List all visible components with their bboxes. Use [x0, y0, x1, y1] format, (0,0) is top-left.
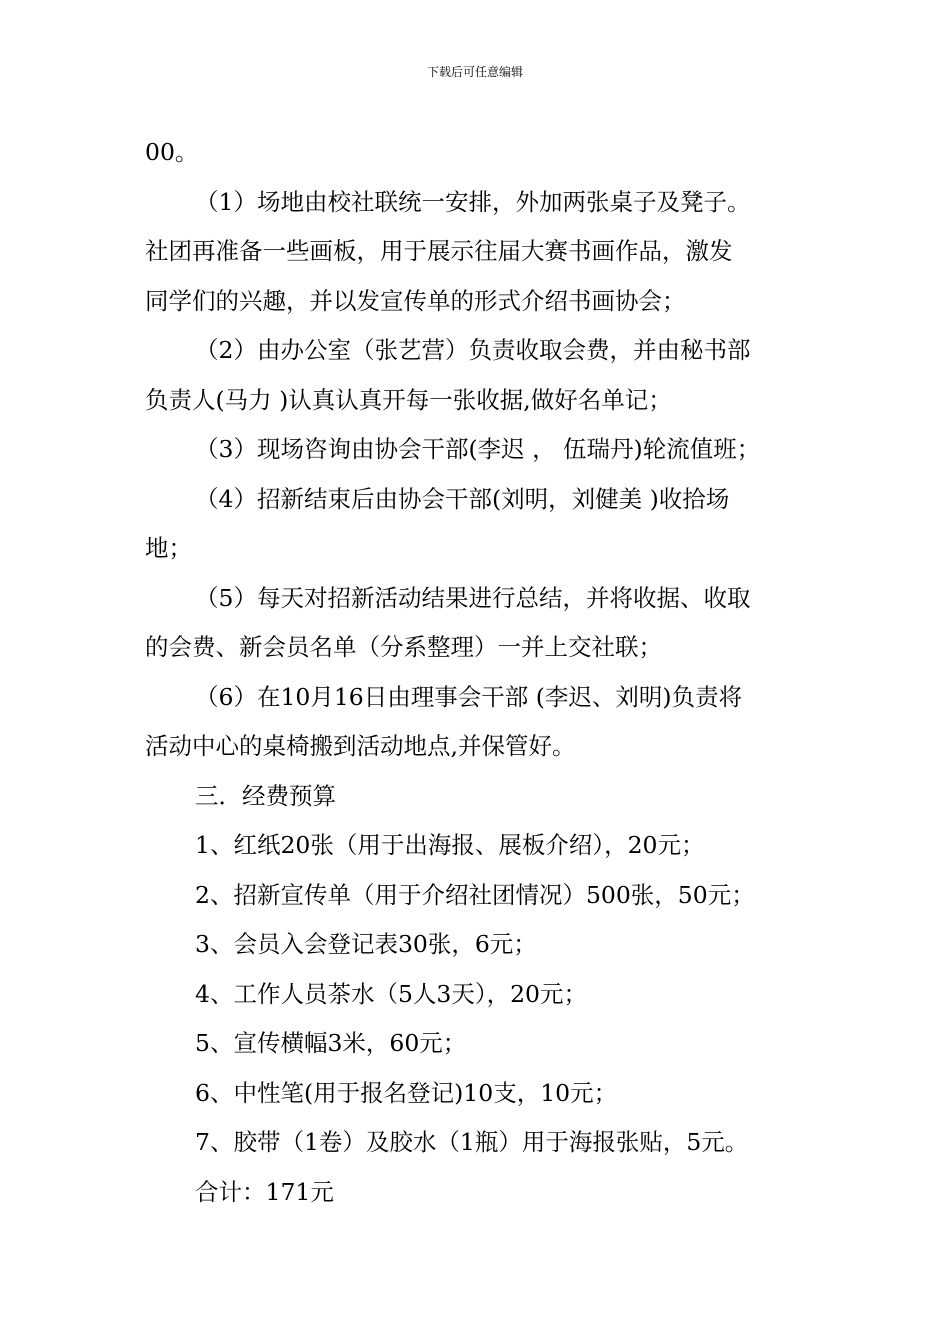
budget-item: 3、会员入会登记表30张，6元；	[195, 930, 537, 958]
text-line: 社团再准备一些画板，用于展示往届大赛书画作品，激发	[145, 237, 733, 265]
section-heading: 三．经费预算	[195, 781, 336, 810]
text-line: （3）现场咨询由协会干部(李迟 ， 伍瑞丹)轮流值班；	[195, 435, 761, 463]
document-body	[145, 128, 813, 1217]
budget-item: 2、招新宣传单（用于介绍社团情况）500张，50元；	[195, 880, 755, 909]
text-line: 同学们的兴趣，并以发宣传单的形式介绍书画协会；	[145, 286, 686, 315]
budget-item: 4、工作人员茶水（5人3天），20元；	[195, 979, 588, 1008]
budget-item: 1、红纸20张（用于出海报、展板介绍），20元；	[195, 831, 705, 859]
text-line: （4）招新结束后由协会干部(刘明，刘健美 )收拾场	[195, 484, 730, 513]
text-line: 的会费、新会员名单（分系整理）一并上交社联；	[145, 633, 662, 661]
budget-item: 5、宣传横幅3米，60元；	[195, 1029, 467, 1057]
text-line: 地；	[145, 534, 192, 562]
text-line: （6）在10月16日由理事会干部 (李迟、刘明)负责将	[195, 682, 743, 711]
budget-item: 6、中性笔(用于报名登记)10支，10元；	[195, 1078, 618, 1107]
text-line: （1）场地由校社联统一安排，外加两张桌子及凳子。	[195, 187, 751, 216]
budget-total: 合计：171元	[195, 1177, 334, 1206]
text-line: 00。	[145, 138, 199, 166]
text-line: 活动中心的桌椅搬到活动地点,并保管好。	[145, 732, 576, 760]
text-line: 负责人(马力 )认真认真开每一张收据,做好名单记；	[145, 385, 672, 414]
text-line: （5）每天对招新活动结果进行总结，并将收据、收取	[195, 583, 751, 612]
text-line: （2）由办公室（张艺营）负责收取会费，并由秘书部	[195, 336, 751, 364]
page-header: 下载后可任意编辑	[426, 65, 523, 79]
budget-item: 7、胶带（1卷）及胶水（1瓶）用于海报张贴，5元。	[195, 1128, 749, 1156]
